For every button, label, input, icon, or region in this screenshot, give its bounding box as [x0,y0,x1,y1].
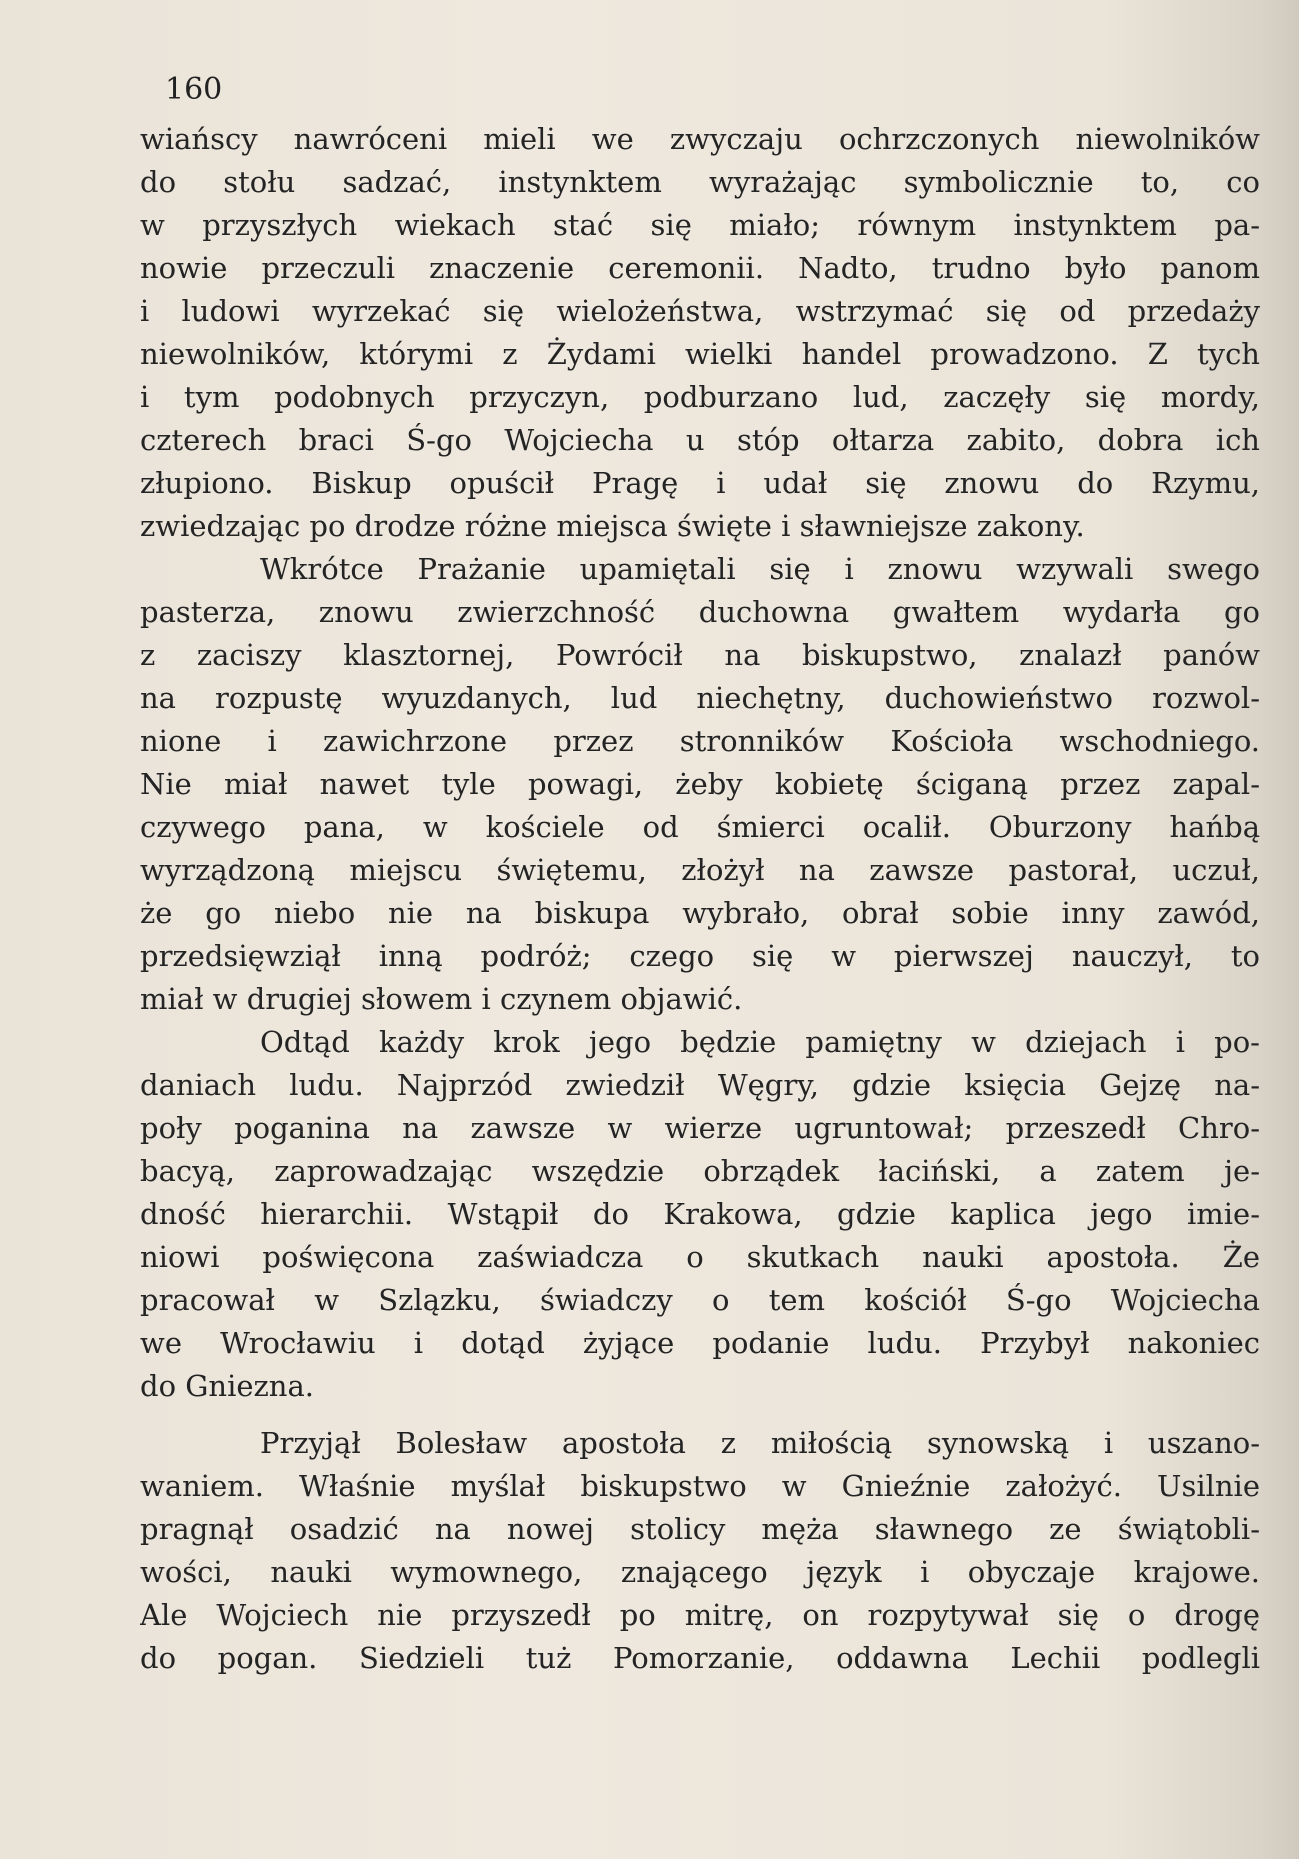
text-line: niewolników, którymi z Żydami wielki handel prowadzono. Z tych [140,337,1260,371]
text-line: na rozpustę wyuzdanych, lud niechętny, duchowieństwo rozwol- [140,681,1260,715]
text-line: wiańscy nawróceni mieli we zwyczaju ochrzczonych niewolników [140,122,1260,156]
text-line: wości, nauki wymownego, znającego język i obyczaje krajowe. [140,1555,1260,1589]
text-line: Wkrótce Prażanie upamiętali się i znowu wzywali swego [260,552,1260,586]
text-line: w przyszłych wiekach stać się miało; równym instynktem pa- [140,208,1260,242]
text-line: nowie przeczuli znaczenie ceremonii. Nadto, trudno było panom [140,251,1260,285]
text-line: niowi poświęcona zaświadcza o skutkach nauki apostoła. Że [140,1240,1260,1274]
paragraph-gap [140,1408,1260,1422]
text-line: przedsięwziął inną podróż; czego się w pierwszej nauczył, to [140,939,1260,973]
text-line: daniach ludu. Najprzód zwiedził Węgry, gdzie księcia Gejzę na- [140,1068,1260,1102]
text-line: złupiono. Biskup opuścił Pragę i udał się znowu do Rzymu, [140,466,1260,500]
text-line: waniem. Właśnie myślał biskupstwo w Gnieźnie założyć. Usilnie [140,1469,1260,1503]
text-line: że go niebo nie na biskupa wybrało, obrał sobie inny zawód, [140,896,1260,930]
text-line: dność hierarchii. Wstąpił do Krakowa, gdzie kaplica jego imie- [140,1197,1260,1231]
text-line: wyrządzoną miejscu świętemu, złożył na zawsze pastorał, uczuł, [140,853,1260,887]
text-line: i ludowi wyrzekać się wielożeństwa, wstrzymać się od przedaży [140,294,1260,328]
text-line: do Gniezna. [140,1369,314,1403]
text-line: pasterza, znowu zwierzchność duchowna gwałtem wydarła go [140,595,1260,629]
text-line: Przyjął Bolesław apostoła z miłością synowską i uszano- [260,1426,1260,1460]
text-line: pracował w Szlązku, świadczy o tem kościół Ś-go Wojciecha [140,1283,1260,1317]
text-line: i tym podobnych przyczyn, podburzano lud, zaczęły się mordy, [140,380,1260,414]
text-line: Ale Wojciech nie przyszedł po mitrę, on rozpytywał się o drogę [140,1598,1260,1632]
body-text [140,118,1260,1680]
text-line: do stołu sadzać, instynktem wyrażając symbolicznie to, co [140,165,1260,199]
text-line: Odtąd każdy krok jego będzie pamiętny w dziejach i po- [260,1025,1260,1059]
text-line: do pogan. Siedzieli tuż Pomorzanie, oddawna Lechii podlegli [140,1641,1260,1675]
page-number: 160 [165,72,223,107]
text-line: pragnął osadzić na nowej stolicy męża sławnego ze świątobli- [140,1512,1260,1546]
text-line: czterech braci Ś-go Wojciecha u stóp ołtarza zabito, dobra ich [140,423,1260,457]
text-line: miał w drugiej słowem i czynem objawić. [140,982,743,1016]
text-line: bacyą, zaprowadzając wszędzie obrządek łaciński, a zatem je- [140,1154,1260,1188]
text-line: nione i zawichrzone przez stronników Kościoła wschodniego. [140,724,1260,758]
text-line: Nie miał nawet tyle powagi, żeby kobietę ściganą przez zapal- [140,767,1260,801]
text-line: z zaciszy klasztornej, Powrócił na biskupstwo, znalazł panów [140,638,1260,672]
text-line: zwiedzając po drodze różne miejsca święte i sławniejsze zakony. [140,509,1085,543]
text-line: we Wrocławiu i dotąd żyjące podanie ludu. Przybył nakoniec [140,1326,1260,1360]
text-line: poły poganina na zawsze w wierze ugruntował; przeszedł Chro- [140,1111,1260,1145]
text-line: czywego pana, w kościele od śmierci ocalił. Oburzony hańbą [140,810,1260,844]
